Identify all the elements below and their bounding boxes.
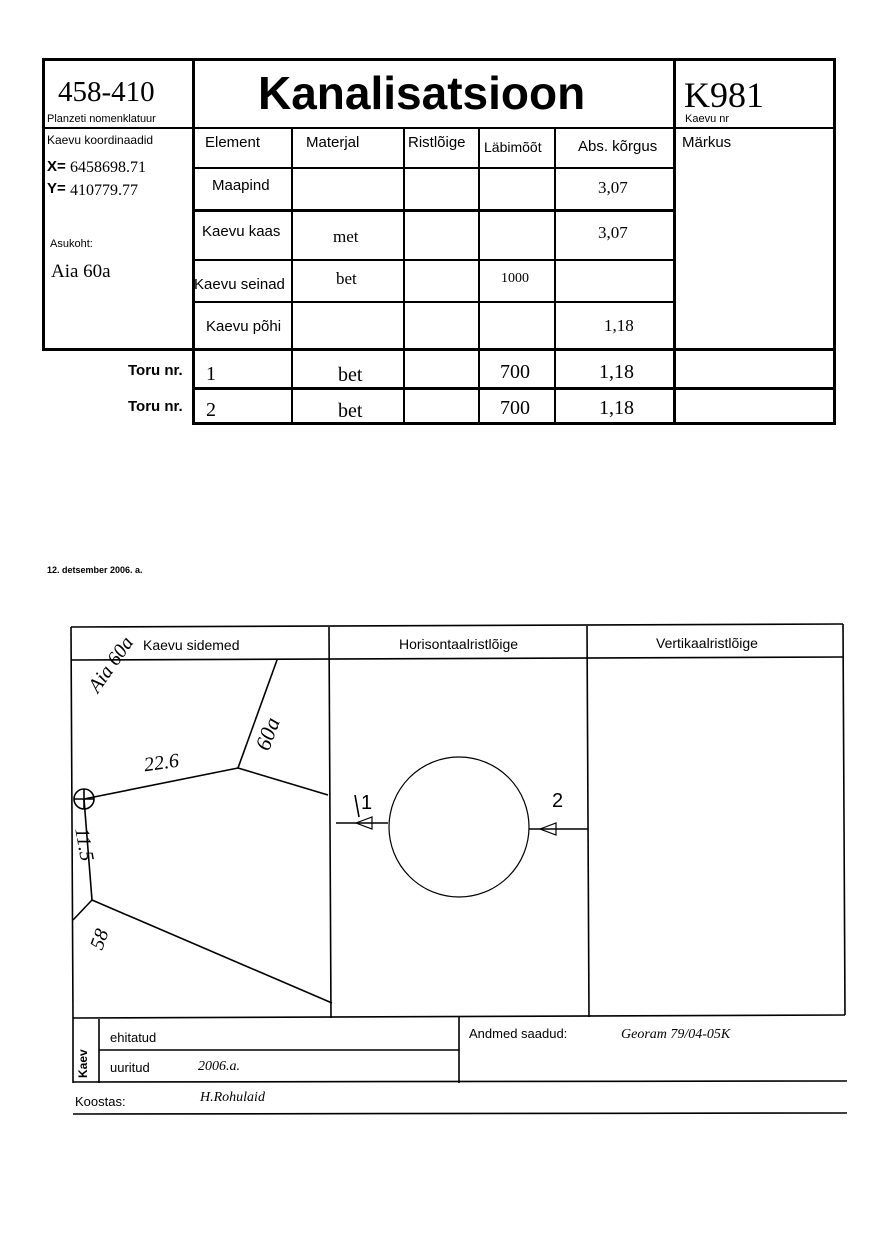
built-label: ehitatud bbox=[110, 1030, 157, 1045]
sketch-label-street: Aia 60a bbox=[84, 632, 139, 697]
sketch-label-distance: 22.6 bbox=[142, 749, 181, 777]
pipe-label-2: 2 bbox=[552, 790, 564, 812]
column-header-cross-section: Ristlõige bbox=[408, 134, 466, 151]
author-label: Koostas: bbox=[75, 1094, 126, 1109]
pipe-elevation: 1,18 bbox=[599, 361, 634, 383]
y-value: 410779.77 bbox=[70, 182, 138, 199]
row-elevation-ground: 3,07 bbox=[598, 178, 628, 197]
pipe-number: 1 bbox=[206, 363, 216, 385]
well-number-label: Kaevu nr bbox=[685, 113, 730, 125]
pipe-label: Toru nr. bbox=[128, 362, 183, 379]
surveyed-value: 2006.a. bbox=[198, 1059, 240, 1074]
location-value: Aia 60a bbox=[51, 261, 111, 282]
row-element-ground: Maapind bbox=[212, 177, 270, 194]
column-header-elevation: Abs. kõrgus bbox=[578, 138, 658, 155]
nomenclature-value: 458-410 bbox=[58, 76, 155, 108]
x-label: X= bbox=[47, 158, 66, 175]
column-header-diameter: Läbimõõt bbox=[484, 139, 542, 155]
pipe-label-1: 1 bbox=[361, 792, 373, 814]
author-value: H.Rohulaid bbox=[200, 1090, 265, 1105]
surveyed-label: uuritud bbox=[110, 1060, 150, 1075]
well-number: K981 bbox=[684, 75, 764, 115]
document-date: 12. detsember 2006. a. bbox=[47, 565, 143, 575]
header-connections: Kaevu sidemed bbox=[143, 637, 240, 653]
row-element-cover: Kaevu kaas bbox=[202, 223, 281, 240]
pipe-elevation: 1,18 bbox=[599, 397, 634, 419]
row-elevation-cover: 3,07 bbox=[598, 223, 628, 242]
connection-sketch bbox=[73, 660, 332, 1003]
horizontal-section bbox=[336, 757, 588, 897]
source-value: Georam 79/04-05K bbox=[621, 1027, 731, 1042]
nomenclature-label: Planzeti nomenklatuur bbox=[47, 113, 156, 125]
sketch-label-distance: 60a bbox=[250, 713, 285, 754]
sketch-label-distance: 11.5 bbox=[70, 826, 98, 863]
row-material-cover: met bbox=[333, 227, 359, 246]
header-vertical-section: Vertikaalristlõige bbox=[656, 635, 758, 651]
pipe-material: bet bbox=[338, 400, 363, 422]
pipe-diameter: 700 bbox=[500, 361, 530, 383]
pipe-label: Toru nr. bbox=[128, 398, 183, 415]
column-header-material: Materjal bbox=[306, 134, 360, 151]
column-header-element: Element bbox=[205, 134, 261, 151]
well-side-label: Kaev bbox=[76, 1049, 90, 1078]
pipe-diameter: 700 bbox=[500, 397, 530, 419]
row-diameter-walls: 1000 bbox=[501, 271, 529, 286]
row-element-walls: Kaevu seinad bbox=[194, 276, 285, 293]
row-element-bottom: Kaevu põhi bbox=[206, 318, 282, 335]
page-title: Kanalisatsioon bbox=[258, 67, 586, 119]
pipe-number: 2 bbox=[206, 399, 216, 421]
column-header-note: Märkus bbox=[682, 134, 732, 151]
header-horizontal-section: Horisontaalristlõige bbox=[399, 636, 519, 652]
row-material-walls: bet bbox=[336, 269, 357, 288]
pipe-material: bet bbox=[338, 364, 363, 386]
location-label: Asukoht: bbox=[50, 238, 93, 250]
y-label: Y= bbox=[47, 180, 66, 197]
row-elevation-bottom: 1,18 bbox=[604, 316, 634, 335]
x-value: 6458698.71 bbox=[70, 159, 146, 176]
source-label: Andmed saadud: bbox=[469, 1026, 568, 1041]
sketch-label-distance: 58 bbox=[86, 926, 114, 953]
coordinates-label: Kaevu koordinaadid bbox=[47, 133, 154, 147]
